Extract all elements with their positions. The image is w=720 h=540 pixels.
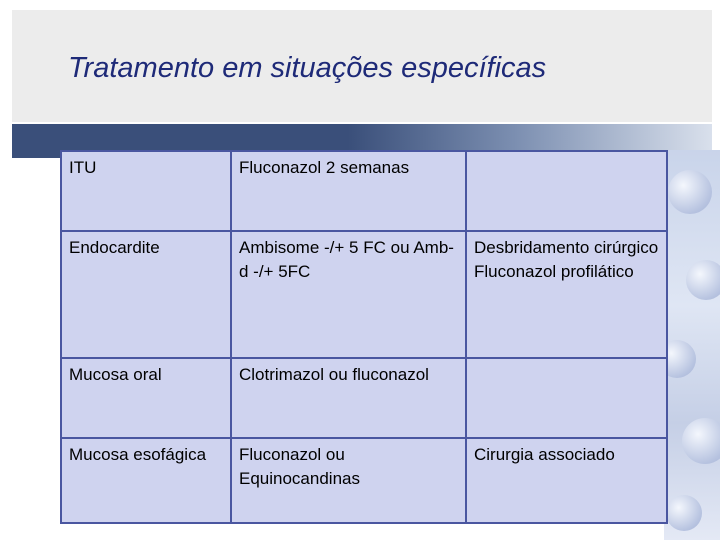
table-cell: Mucosa oral (61, 358, 231, 438)
photo-blob (664, 340, 696, 378)
table-row (61, 438, 667, 523)
table-cell: Cirurgia associado (466, 438, 667, 523)
table-cell: Fluconazol ou Equinocandinas (231, 438, 466, 523)
table-cell: Ambisome -/+ 5 FC ou Amb-d -/+ 5FC (231, 231, 466, 358)
photo-blob (686, 260, 720, 300)
table-cell (466, 151, 667, 231)
photo-blob (666, 495, 702, 531)
treatment-table (60, 150, 668, 524)
table-cell: Desbridamento cirúrgico Fluconazol profilático (466, 231, 667, 358)
table-row (61, 151, 667, 231)
photo-blob (682, 418, 720, 464)
table-cell (466, 358, 667, 438)
table-cell: Mucosa esofágica (61, 438, 231, 523)
slide-title: Tratamento em situações específicas (68, 52, 547, 84)
table-row (61, 358, 667, 438)
photo-blob (668, 170, 712, 214)
table-cell: Clotrimazol ou fluconazol (231, 358, 466, 438)
table-cell: Fluconazol 2 semanas (231, 151, 466, 231)
table-cell: Endocardite (61, 231, 231, 358)
table-row (61, 231, 667, 358)
table-cell: ITU (61, 151, 231, 231)
background-photo (664, 150, 720, 540)
